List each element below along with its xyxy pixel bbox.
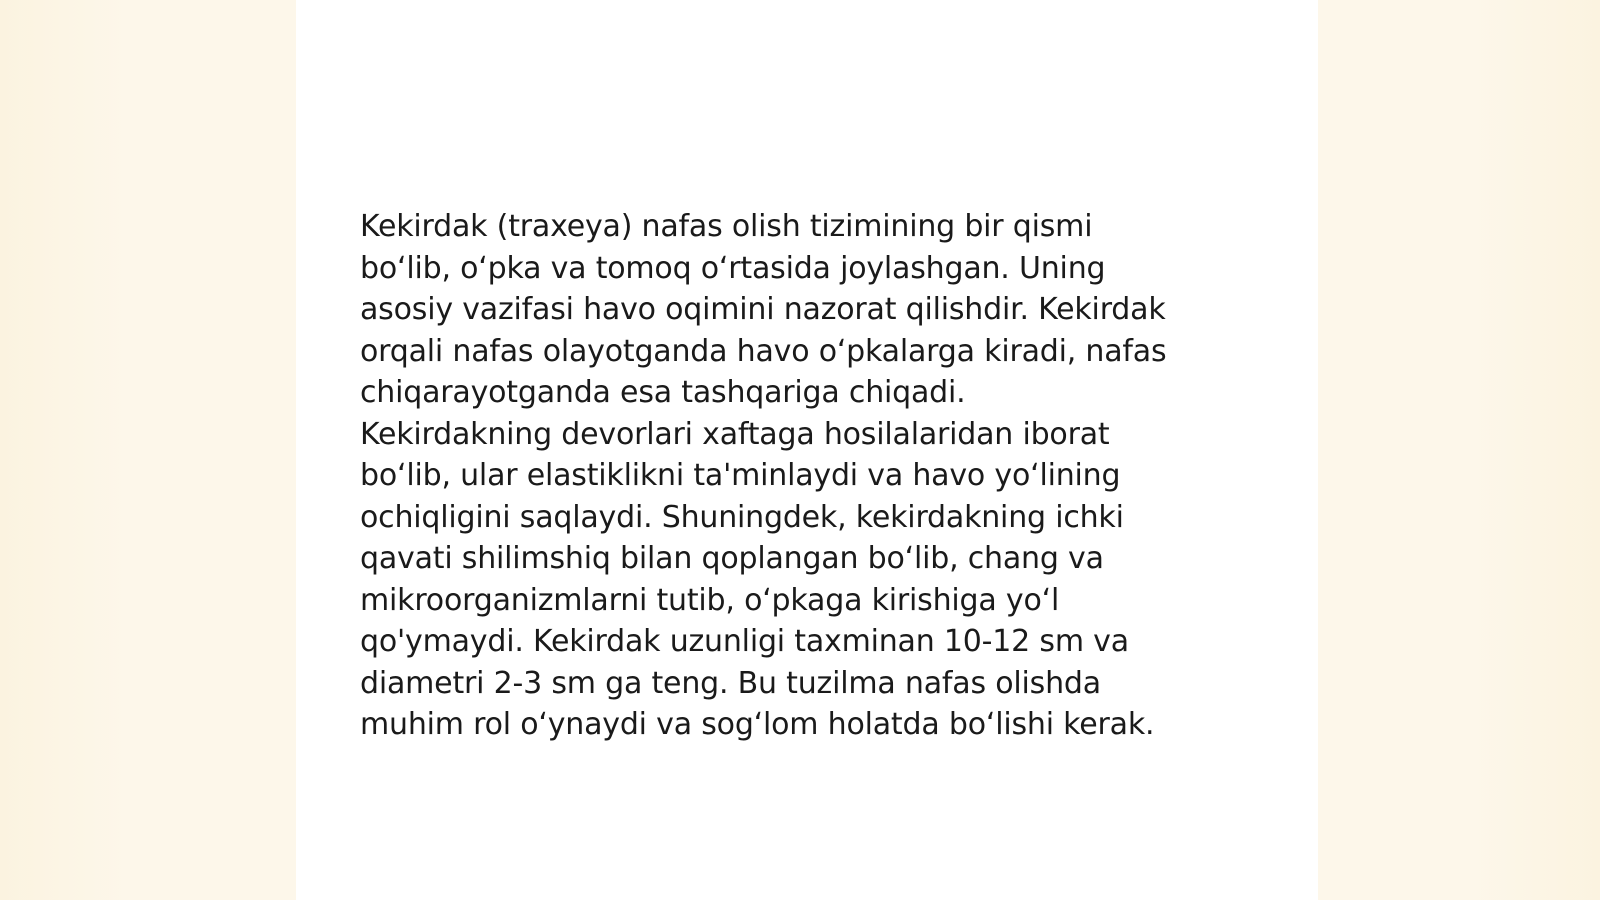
text-line: asosiy vazifasi havo oqimini nazorat qilishdir. Kekirdak [360, 292, 1166, 327]
text-line: muhim rol o‘ynaydi va sog‘lom holatda bo‘lishi kerak. [360, 707, 1155, 742]
text-line: bo‘lib, ular elastiklikni ta'minlaydi va havo yo‘lining [360, 458, 1121, 493]
text-line: bo‘lib, o‘pka va tomoq o‘rtasida joylashgan. Uning [360, 250, 1106, 286]
slide [296, 0, 1318, 900]
text-line: qavati shilimshiq bilan qoplangan bo‘lib, chang va [360, 541, 1104, 576]
text-line: orqali nafas olayotganda havo o‘pkalarga kiradi, nafas [360, 333, 1167, 369]
text-line: chiqarayotganda esa tashqariga chiqadi. [360, 375, 966, 410]
text-line: Kekirdakning devorlari xaftaga hosilalaridan iborat [360, 416, 1110, 452]
text-line: mikroorganizmlarni tutib, o‘pkaga kirishiga yo‘l [360, 582, 1060, 618]
text-line: diametri 2-3 sm ga teng. Bu tuzilma nafas olishda [360, 665, 1101, 701]
slide-body-text [360, 206, 1260, 746]
text-line: Kekirdak (traxeya) nafas olish tizimining bir qismi [360, 209, 1093, 244]
text-line: qo'ymaydi. Kekirdak uzunligi taxminan 10-12 sm va [360, 624, 1129, 659]
text-line: ochiqligini saqlaydi. Shuningdek, kekirdakning ichki [360, 499, 1124, 535]
